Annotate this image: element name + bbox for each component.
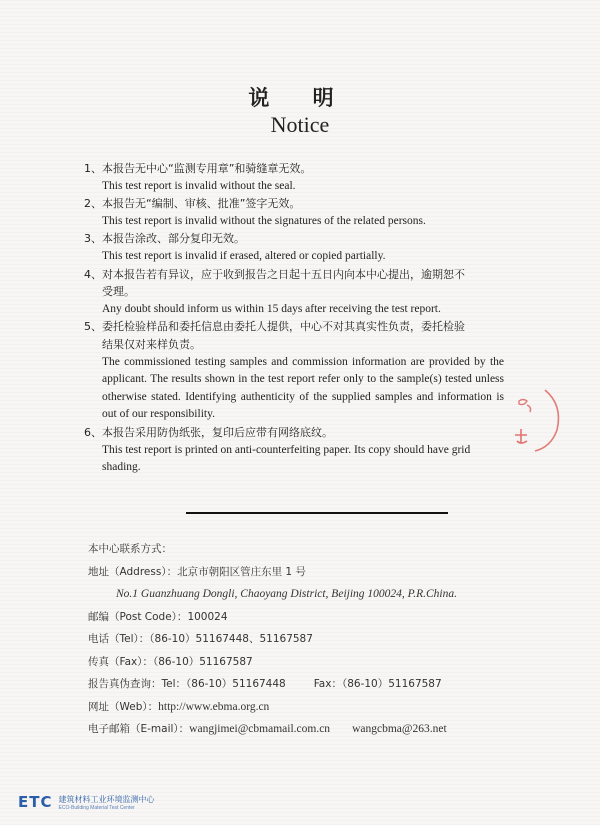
verify-tel-label: Tel： <box>161 678 187 690</box>
notice-list <box>84 160 504 477</box>
notice-item-4-cn: 4、对本报告若有异议，应于收到报告之日起十五日内向本中心提出，逾期恕不 <box>84 267 465 281</box>
notice-item-4-cn-cont: 受理。 <box>102 285 135 299</box>
postcode-label: 邮编（Post Code）： <box>88 610 188 623</box>
postcode-value: 100024 <box>187 610 228 623</box>
email-label: 电子邮箱（E-mail）： <box>88 723 190 735</box>
etc-logo: ETC <box>18 793 53 811</box>
verify-label: 报告真伪查询： <box>88 678 162 690</box>
tel-value: （86-10）51167448、51167587 <box>149 633 313 645</box>
email-link-1[interactable]: wangjimei@cbmamail.com.cn <box>189 723 331 735</box>
email-link-2[interactable]: wangcbma@263.net <box>352 723 447 735</box>
tel-row <box>88 628 518 651</box>
contact-heading: 本中心联系方式： <box>88 543 172 555</box>
notice-item-4-en: Any doubt should inform us within 15 days after receiving the test report. <box>102 302 441 315</box>
email-row <box>88 718 518 741</box>
notice-item-6-cn: 6、本报告采用防伪纸张，复印后应带有网络底纹。 <box>84 425 333 439</box>
title-chinese: 说 明 <box>248 86 352 110</box>
web-link[interactable]: http://www.ebma.org.cn <box>158 700 270 713</box>
verify-fax-value: （86-10）51167587 <box>341 678 442 690</box>
footer-org <box>59 794 155 811</box>
red-seal-stamp-icon <box>505 385 565 455</box>
footer-org-en: ECO-Building Material Test Center <box>58 804 135 811</box>
notice-item-3-cn: 3、本报告涂改、部分复印无效。 <box>84 232 245 246</box>
title-english: Notice <box>270 112 330 137</box>
contact-section <box>88 538 518 741</box>
fax-row <box>88 651 518 674</box>
notice-item-2-cn: 2、本报告无“编制、审核、批准”签字无效。 <box>84 197 301 211</box>
address-cn: 北京市朝阳区管庄东里 1 号 <box>177 565 306 578</box>
notice-item-3-en: This test report is invalid if erased, altered or copied partially. <box>102 249 386 262</box>
fax-value: （86-10）51167587 <box>152 655 253 668</box>
verify-row <box>88 673 518 696</box>
tel-label: 电话（Tel）： <box>88 633 150 645</box>
notice-item-1-en: This test report is invalid without the seal. <box>102 179 296 192</box>
web-label: 网址（Web）： <box>88 700 159 713</box>
notice-item-1-cn: 1、本报告无中心“监测专用章”和骑缝章无效。 <box>84 162 312 175</box>
address-label: 地址（Address）： <box>88 565 178 578</box>
section-divider <box>186 512 448 514</box>
notice-item-5-en: The commissioned testing samples and commission information are provided by the applicant. The results shown in the test report refer only to the sample(s) tested unless otherwise stated. Identifying authenticity of the supplied samples and information is out of our responsibility. <box>102 355 504 421</box>
notice-item-2-en: This test report is invalid without the signatures of the related persons. <box>102 214 426 227</box>
footer-logo <box>18 793 155 811</box>
notice-item-5-cn-cont: 结果仅对来样负责。 <box>102 337 201 351</box>
postcode-row <box>88 606 518 629</box>
notice-item-5-cn: 5、委托检验样品和委托信息由委托人提供，中心不对其真实性负责，委托检验 <box>84 320 465 334</box>
address-row <box>88 561 518 584</box>
verify-tel-value: （86-10）51167448 <box>186 678 286 690</box>
verify-fax-label: Fax： <box>313 678 342 690</box>
web-row <box>88 696 518 719</box>
fax-label: 传真（Fax）： <box>88 655 153 668</box>
address-en: No.1 Guanzhuang Dongli, Chaoyang District, Beijing 100024, P.R.China. <box>116 588 457 600</box>
footer-org-cn: 建筑材料工业环境监测中心 <box>58 794 155 804</box>
notice-item-6-en: This test report is printed on anti-counterfeiting paper. Its copy should have grid shading. <box>102 443 471 474</box>
